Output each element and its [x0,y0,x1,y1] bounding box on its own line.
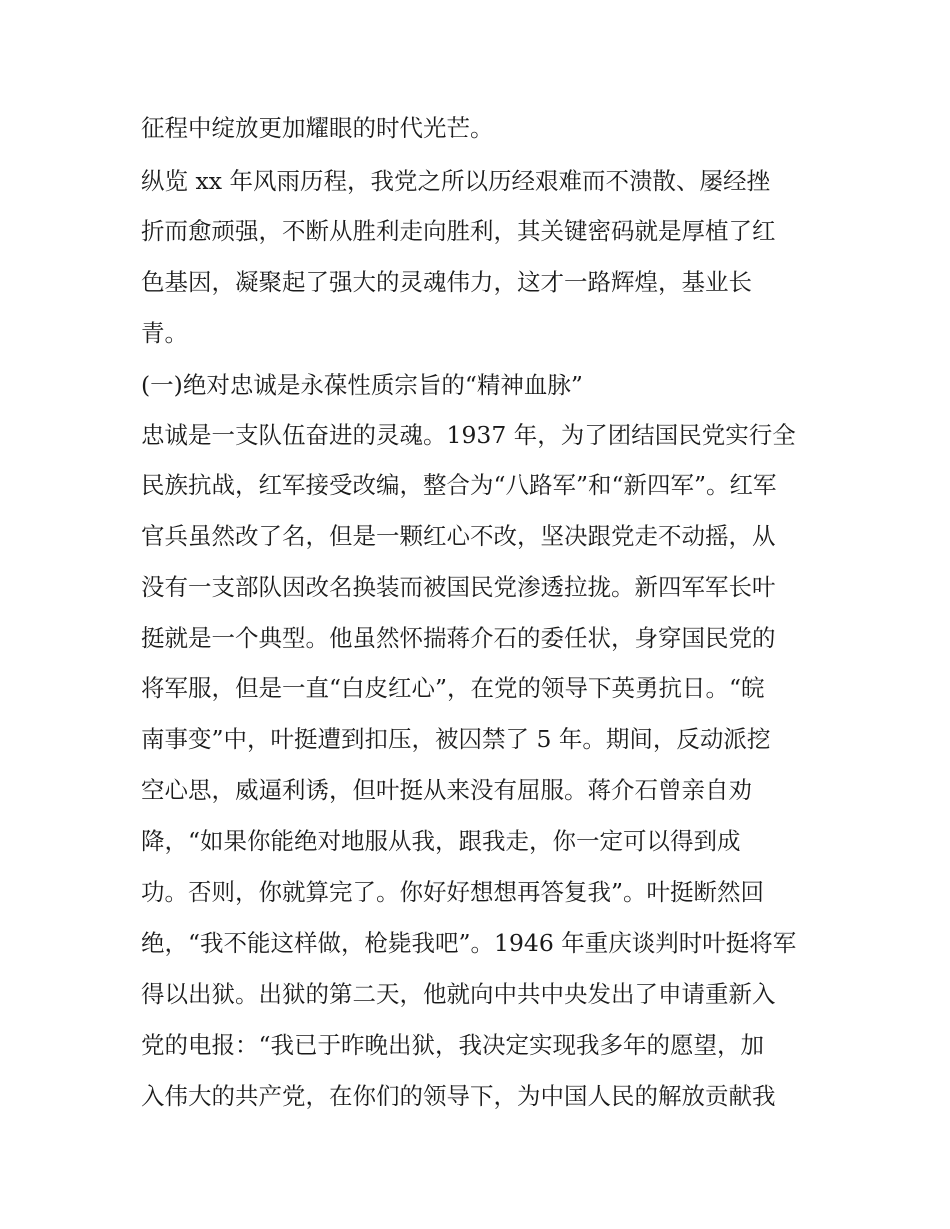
text-line: 挺就是一个典型。他虽然怀揣蒋介石的委任状，身穿国民党的 [141,624,776,652]
text-line: 降，“如果你能绝对地服从我，跟我走，你一定可以得到成 [141,827,741,855]
text-line: 空心思，威逼利诱，但叶挺从来没有屈服。蒋介石曾亲自劝 [141,776,752,804]
text-line: 忠诚是一支队伍奋进的灵魂。1937 年，为了团结国民党实行全 [141,421,796,449]
text-line: 没有一支部队因改名换装而被国民党渗透拉拢。新四军军长叶 [141,573,776,601]
text-line: 党的电报：“我已于昨晚出狱，我决定实现我多年的愿望，加 [141,1031,765,1059]
text-line: 入伟大的共产党，在你们的领导下，为中国人民的解放贡献我 [141,1082,776,1110]
text-line: 民族抗战，红军接受改编，整合为“八路军”和“新四军”。红军 [141,471,777,499]
section-heading: (一)绝对忠诚是永葆性质宗旨的“精神血脉” [141,371,583,399]
text-line: 将军服，但是一直“白皮红心”，在党的领导下英勇抗日。“皖 [141,674,765,702]
text-line: 官兵虽然改了名，但是一颗红心不改，坚决跟党走不动摇，从 [141,522,776,550]
text-line: 纵览 xx 年风雨历程，我党之所以历经艰难而不溃散、屡经挫 [141,167,770,195]
text-line: 南事变”中，叶挺遭到扣压，被囚禁了 5 年。期间，反动派挖 [141,725,771,753]
text-line: 功。否则，你就算完了。你好好想想再答复我”。叶挺断然回 [141,878,765,906]
text-line: 绝，“我不能这样做，枪毙我吧”。1946 年重庆谈判时叶挺将军 [141,929,797,957]
text-line: 得以出狱。出狱的第二天，他就向中共中央发出了申请重新入 [141,980,776,1008]
text-line: 折而愈顽强，不断从胜利走向胜利，其关键密码就是厚植了红 [141,217,776,245]
text-line: 色基因，凝聚起了强大的灵魂伟力，这才一路辉煌，基业长 [141,268,752,296]
text-line: 青。 [141,319,188,347]
text-line: 征程中绽放更加耀眼的时代光芒。 [141,114,494,142]
